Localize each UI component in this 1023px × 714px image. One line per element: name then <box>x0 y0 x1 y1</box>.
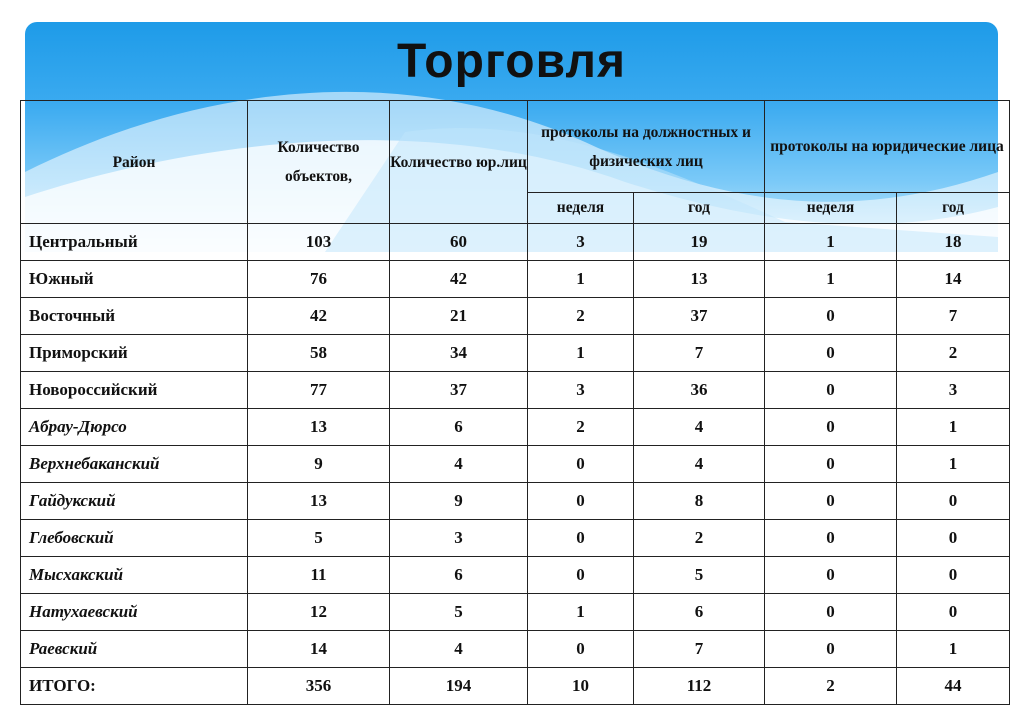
officials-week-cell: 0 <box>528 631 634 668</box>
legal-cell: 4 <box>390 446 528 483</box>
objects-cell: 12 <box>248 594 390 631</box>
objects-cell: 13 <box>248 483 390 520</box>
objects-cell: 103 <box>248 224 390 261</box>
district-name: Натухаевский <box>21 594 248 631</box>
district-name: Новороссийский <box>21 372 248 409</box>
officials-week-cell: 2 <box>528 409 634 446</box>
table-row <box>21 446 1010 483</box>
header-protocols-officials: протоколы на должностных и физических лиц <box>528 101 765 193</box>
objects-cell: 77 <box>248 372 390 409</box>
officials-year-cell: 36 <box>634 372 765 409</box>
header-legal-year: год <box>897 193 1010 224</box>
legal-week-cell: 0 <box>765 631 897 668</box>
legal-cell: 6 <box>390 557 528 594</box>
legal-cell: 6 <box>390 409 528 446</box>
objects-cell: 58 <box>248 335 390 372</box>
objects-cell: 76 <box>248 261 390 298</box>
objects-cell: 11 <box>248 557 390 594</box>
officials-year-cell: 4 <box>634 446 765 483</box>
legal-week-cell: 0 <box>765 557 897 594</box>
officials-year-cell: 7 <box>634 631 765 668</box>
legal-year-cell: 1 <box>897 409 1010 446</box>
legal-year-cell: 3 <box>897 372 1010 409</box>
legal-cell: 9 <box>390 483 528 520</box>
legal-year-cell: 14 <box>897 261 1010 298</box>
officials-year-cell: 2 <box>634 520 765 557</box>
district-name: Гайдукский <box>21 483 248 520</box>
officials-year-cell: 13 <box>634 261 765 298</box>
page-title: Торговля <box>397 35 626 88</box>
legal-year-cell: 0 <box>897 557 1010 594</box>
table-row <box>21 594 1010 631</box>
total-objects: 356 <box>248 668 390 705</box>
header-district: Район <box>21 101 248 224</box>
legal-year-cell: 18 <box>897 224 1010 261</box>
legal-cell: 42 <box>390 261 528 298</box>
table-row <box>21 631 1010 668</box>
legal-week-cell: 0 <box>765 520 897 557</box>
legal-week-cell: 0 <box>765 483 897 520</box>
table-row <box>21 520 1010 557</box>
legal-week-cell: 0 <box>765 409 897 446</box>
legal-year-cell: 1 <box>897 446 1010 483</box>
table-row <box>21 409 1010 446</box>
legal-year-cell: 0 <box>897 483 1010 520</box>
legal-cell: 34 <box>390 335 528 372</box>
officials-week-cell: 3 <box>528 372 634 409</box>
total-officials-week: 10 <box>528 668 634 705</box>
legal-week-cell: 1 <box>765 261 897 298</box>
total-legal: 194 <box>390 668 528 705</box>
legal-year-cell: 0 <box>897 594 1010 631</box>
officials-year-cell: 8 <box>634 483 765 520</box>
district-name: Мысхакский <box>21 557 248 594</box>
legal-week-cell: 0 <box>765 446 897 483</box>
officials-year-cell: 4 <box>634 409 765 446</box>
table-row <box>21 483 1010 520</box>
district-name: Раевский <box>21 631 248 668</box>
legal-year-cell: 7 <box>897 298 1010 335</box>
officials-year-cell: 7 <box>634 335 765 372</box>
header-objects: Количество объектов, <box>248 101 390 224</box>
district-name: Южный <box>21 261 248 298</box>
district-name: Верхнебаканский <box>21 446 248 483</box>
total-row <box>21 668 1010 705</box>
legal-cell: 21 <box>390 298 528 335</box>
officials-year-cell: 19 <box>634 224 765 261</box>
officials-week-cell: 2 <box>528 298 634 335</box>
header-legal-week: неделя <box>765 193 897 224</box>
district-name: Абрау-Дюрсо <box>21 409 248 446</box>
objects-cell: 42 <box>248 298 390 335</box>
district-name: Восточный <box>21 298 248 335</box>
header-officials-week: неделя <box>528 193 634 224</box>
district-name: Приморский <box>21 335 248 372</box>
officials-week-cell: 0 <box>528 520 634 557</box>
legal-year-cell: 1 <box>897 631 1010 668</box>
total-legal-week: 2 <box>765 668 897 705</box>
legal-cell: 4 <box>390 631 528 668</box>
legal-cell: 5 <box>390 594 528 631</box>
officials-week-cell: 1 <box>528 594 634 631</box>
legal-cell: 37 <box>390 372 528 409</box>
officials-week-cell: 0 <box>528 446 634 483</box>
table-row <box>21 224 1010 261</box>
officials-week-cell: 0 <box>528 483 634 520</box>
objects-cell: 14 <box>248 631 390 668</box>
table-row <box>21 261 1010 298</box>
objects-cell: 9 <box>248 446 390 483</box>
officials-year-cell: 37 <box>634 298 765 335</box>
officials-week-cell: 0 <box>528 557 634 594</box>
officials-year-cell: 6 <box>634 594 765 631</box>
table-row <box>21 298 1010 335</box>
legal-week-cell: 0 <box>765 335 897 372</box>
legal-year-cell: 0 <box>897 520 1010 557</box>
header-protocols-legal: протоколы на юридические лица <box>765 101 1010 193</box>
legal-week-cell: 0 <box>765 594 897 631</box>
total-legal-year: 44 <box>897 668 1010 705</box>
total-label: ИТОГО: <box>21 668 248 705</box>
legal-cell: 3 <box>390 520 528 557</box>
officials-week-cell: 3 <box>528 224 634 261</box>
trade-table <box>20 100 1010 705</box>
legal-week-cell: 0 <box>765 298 897 335</box>
officials-week-cell: 1 <box>528 261 634 298</box>
header-officials-year: год <box>634 193 765 224</box>
officials-week-cell: 1 <box>528 335 634 372</box>
table-row <box>21 372 1010 409</box>
table-row <box>21 557 1010 594</box>
legal-week-cell: 0 <box>765 372 897 409</box>
legal-cell: 60 <box>390 224 528 261</box>
total-officials-year: 112 <box>634 668 765 705</box>
officials-year-cell: 5 <box>634 557 765 594</box>
legal-year-cell: 2 <box>897 335 1010 372</box>
objects-cell: 5 <box>248 520 390 557</box>
objects-cell: 13 <box>248 409 390 446</box>
header-legal-count: Количество юр.лиц <box>390 101 528 224</box>
legal-week-cell: 1 <box>765 224 897 261</box>
district-name: Центральный <box>21 224 248 261</box>
table-row <box>21 335 1010 372</box>
district-name: Глебовский <box>21 520 248 557</box>
